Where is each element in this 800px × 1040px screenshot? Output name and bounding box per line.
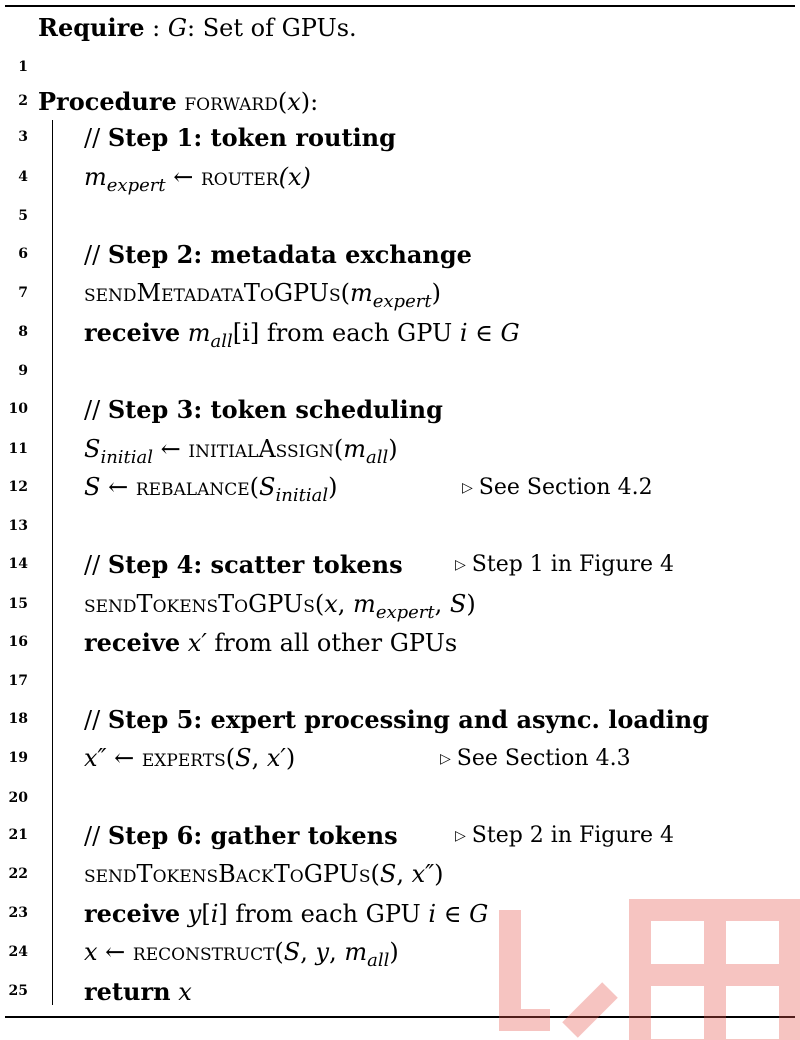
- var: m: [343, 435, 366, 464]
- send-metadata-statement: [84, 279, 441, 313]
- step-title: Step 4: scatter tokens: [107, 549, 403, 579]
- assign-arrow: ←: [97, 938, 133, 967]
- side-comment: [462, 475, 653, 500]
- var: S: [84, 435, 101, 464]
- step-comment: [84, 395, 443, 424]
- comment-text: See Section 4.3: [456, 745, 631, 771]
- algo-line-17: [0, 662, 800, 701]
- subscript: expert: [372, 291, 432, 313]
- var: x′: [187, 628, 207, 657]
- function-name: router: [200, 163, 279, 192]
- comment-slash: //: [84, 395, 108, 424]
- algo-line-9: [0, 352, 800, 391]
- step-comment: [84, 240, 472, 269]
- bottom-rule: [5, 1016, 795, 1018]
- line-number: 7: [18, 285, 28, 302]
- initial-assign-statement: $S_{initial}$ ← $initialAssign(m_{all})$: [84, 435, 398, 469]
- algo-line-14: [0, 545, 800, 584]
- member-op: ∈: [436, 899, 470, 928]
- line-number: 22: [8, 866, 28, 883]
- line-number: 8: [18, 324, 28, 341]
- step-comment: [84, 705, 709, 734]
- var: i: [459, 318, 468, 347]
- subscript: expert: [106, 175, 166, 197]
- algo-line-16: [0, 623, 800, 662]
- args: (x): [278, 163, 311, 192]
- comment-triangle-icon: ▷: [462, 479, 473, 496]
- algo-line-25: [0, 972, 800, 1011]
- subscript: expert: [375, 602, 435, 624]
- subscript: initial: [100, 447, 154, 469]
- side-comment: [440, 746, 631, 771]
- comment-text: Step 1 in Figure 4: [471, 551, 675, 577]
- var: m: [349, 279, 373, 308]
- send-tokens-back-statement: sendTokensBackToGPUs(S, x″): [84, 860, 444, 889]
- line-number: 15: [8, 596, 28, 613]
- top-rule: [5, 5, 795, 7]
- var: m: [84, 163, 107, 192]
- receive-keyword: receive: [84, 317, 181, 347]
- line-number: 23: [8, 905, 28, 922]
- comment-slash: //: [84, 240, 108, 269]
- var: i: [428, 899, 437, 928]
- var: x: [178, 977, 192, 1006]
- require-var: G: [167, 14, 187, 42]
- line-number: 11: [8, 441, 28, 458]
- line-number: 19: [8, 750, 28, 767]
- line-number: 9: [18, 363, 28, 380]
- algo-line-6: [0, 235, 800, 274]
- require-line: [38, 8, 357, 48]
- line-number: 6: [18, 246, 28, 263]
- var: y: [187, 899, 202, 928]
- line-number: 21: [8, 827, 28, 844]
- subscript: initial: [275, 485, 329, 507]
- var: G: [500, 318, 520, 347]
- line-number: 12: [8, 479, 28, 496]
- reconstruct-statement: x ← reconstruct(S, y, $m_{all}$): [84, 938, 399, 972]
- var: S: [259, 473, 276, 502]
- var: G: [469, 899, 489, 928]
- algo-line-10: [0, 390, 800, 429]
- member-op: ∈: [467, 318, 501, 347]
- function-name: reconstruct: [132, 938, 275, 967]
- assign-arrow: ←: [106, 744, 142, 773]
- algo-line-1: [0, 48, 800, 87]
- paren: ): [431, 279, 441, 308]
- algo-line-23: [0, 894, 800, 933]
- var: S: [283, 938, 301, 967]
- side-comment: [455, 823, 674, 848]
- function-name: sendTokensBackToGPUs: [84, 860, 371, 889]
- step-comment: [84, 550, 403, 579]
- receive-keyword: receive: [84, 627, 181, 657]
- line-number: 2: [18, 93, 28, 110]
- step-comment: [84, 821, 398, 850]
- require-text: : Set of GPUs.: [187, 14, 357, 42]
- require-sep: :: [144, 14, 168, 42]
- line-number: 1: [18, 59, 28, 76]
- side-comment: [455, 552, 674, 577]
- var: x″: [84, 744, 107, 773]
- var: S: [84, 473, 101, 502]
- line-number: 17: [8, 673, 28, 690]
- rebalance-statement: S ← $rebalance(S_{initial})$: [84, 473, 338, 507]
- procedure-close: ):: [300, 87, 319, 116]
- text: from all other GPUs: [206, 628, 458, 657]
- comment-slash: //: [84, 821, 108, 850]
- line-number: 25: [8, 983, 28, 1000]
- line-number: 16: [8, 634, 28, 651]
- algo-line-12: [0, 468, 800, 507]
- assign-arrow: ←: [100, 473, 136, 502]
- comment-slash: //: [84, 550, 108, 579]
- algo-line-24: [0, 933, 800, 972]
- line-number: 13: [8, 518, 28, 535]
- line-number: 14: [8, 556, 28, 573]
- comment-slash: //: [84, 705, 108, 734]
- line-number: 5: [18, 208, 28, 225]
- return-keyword: return: [84, 976, 171, 1006]
- var: x′: [266, 744, 286, 773]
- function-name: experts: [141, 744, 226, 773]
- algo-line-13: [0, 507, 800, 546]
- step-title: Step 1: token routing: [107, 122, 396, 152]
- procedure-header: Procedure forward(x):: [38, 86, 319, 116]
- var: S: [449, 590, 467, 619]
- var: S: [379, 860, 397, 889]
- assign-arrow: ←: [165, 163, 201, 192]
- comment-triangle-icon: ▷: [455, 827, 466, 844]
- step-comment: [84, 123, 396, 152]
- line-number: 18: [8, 711, 28, 728]
- receive-tokens-statement: [84, 628, 457, 657]
- assign-arrow: ←: [153, 435, 189, 464]
- var: S: [235, 744, 252, 773]
- receive-keyword: receive: [84, 898, 181, 928]
- var: x: [84, 938, 98, 967]
- return-statement: [84, 977, 192, 1006]
- text: [i] from each GPU: [232, 318, 460, 347]
- subscript: all: [365, 447, 389, 469]
- step-title: Step 3: token scheduling: [107, 394, 443, 424]
- procedure-name: forward: [184, 87, 278, 116]
- step-title: Step 2: metadata exchange: [107, 239, 472, 269]
- algo-line-2: [0, 82, 800, 121]
- procedure-keyword: Procedure: [38, 86, 177, 116]
- line-number: 4: [18, 169, 28, 186]
- algo-line-22: [0, 855, 800, 894]
- comment-triangle-icon: ▷: [440, 750, 451, 767]
- step-title: Step 5: expert processing and async. loading: [107, 704, 710, 734]
- algo-line-15: [0, 585, 800, 624]
- comment-triangle-icon: ▷: [455, 556, 466, 573]
- algo-line-5: [0, 197, 800, 236]
- receive-results-statement: receive y[i] from each GPU i ∈ G: [84, 898, 489, 928]
- send-tokens-statement: sendTokensToGPUs(x, $m_{expert}$, S): [84, 590, 476, 624]
- var: m: [344, 938, 368, 967]
- algo-line-19: [0, 739, 800, 778]
- subscript: all: [210, 330, 233, 352]
- procedure-arg: x: [287, 87, 301, 116]
- var: x: [324, 590, 338, 619]
- var: y: [315, 938, 330, 967]
- require-keyword: Require: [38, 13, 145, 42]
- comment-text: See Section 4.2: [478, 474, 653, 500]
- var: m: [187, 318, 211, 347]
- text: from each GPU: [227, 899, 429, 928]
- function-name: initialAssign: [188, 435, 334, 464]
- line-number: 20: [8, 790, 28, 807]
- algo-line-3: [0, 118, 800, 157]
- var: m: [353, 590, 376, 619]
- algo-line-11: [0, 430, 800, 469]
- algo-line-4: [0, 158, 800, 197]
- line-number: 3: [18, 129, 28, 146]
- line-number: 24: [8, 944, 28, 961]
- line-number: 10: [8, 401, 28, 418]
- algo-line-8: [0, 313, 800, 352]
- receive-metadata-statement: [84, 317, 520, 352]
- algo-line-7: [0, 274, 800, 313]
- paren: (: [340, 279, 350, 308]
- function-name: sendMetadataToGPUs: [84, 279, 341, 308]
- algo-line-21: [0, 816, 800, 855]
- var: x″: [411, 860, 435, 889]
- router-statement: [84, 163, 311, 197]
- step-title: Step 6: gather tokens: [107, 820, 398, 850]
- comment-text: Step 2 in Figure 4: [471, 822, 675, 848]
- comment-slash: //: [84, 123, 108, 152]
- experts-statement: x″ ← experts(S, x′): [84, 744, 296, 773]
- algo-line-20: [0, 779, 800, 818]
- algo-line-18: [0, 700, 800, 739]
- function-name: rebalance: [135, 473, 250, 502]
- subscript: all: [367, 950, 390, 972]
- function-name: sendTokensToGPUs: [84, 590, 315, 619]
